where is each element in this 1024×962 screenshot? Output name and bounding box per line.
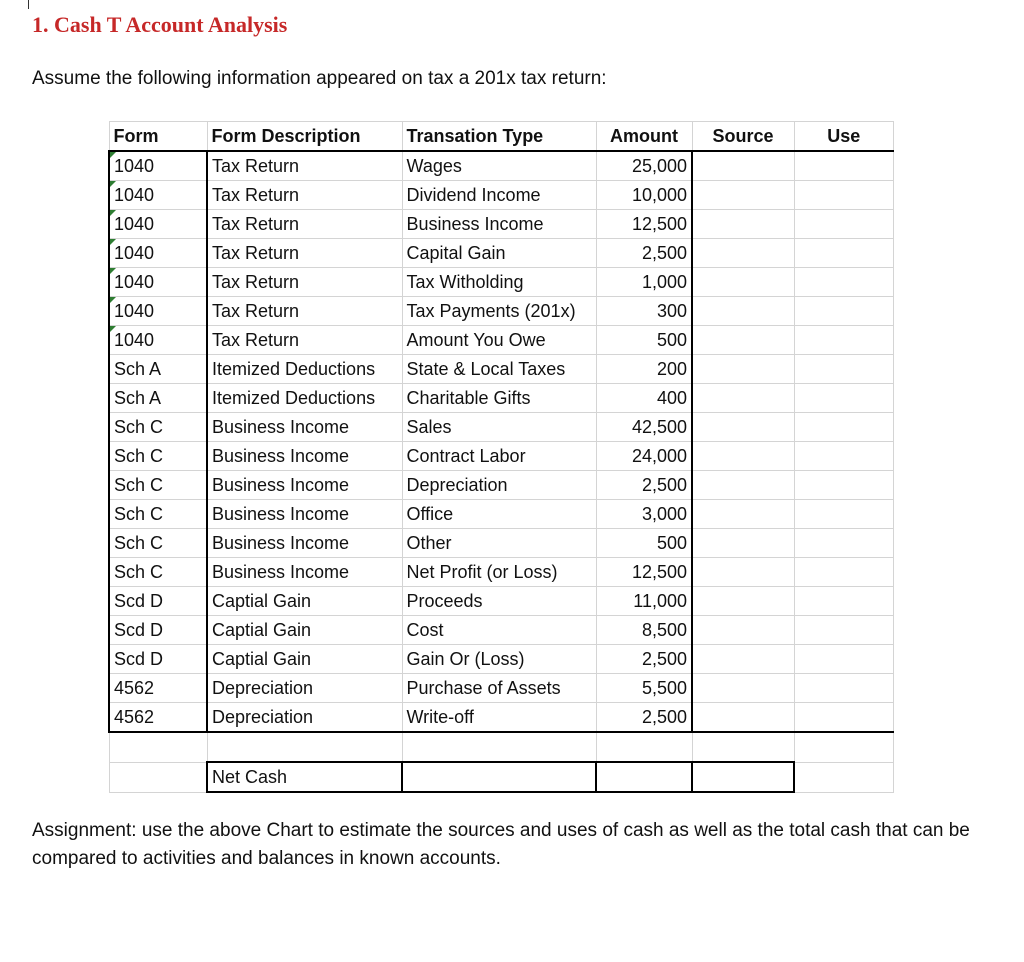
- use-cell[interactable]: [794, 268, 894, 297]
- table-row: [109, 558, 894, 587]
- form-cell: 4562: [109, 703, 207, 733]
- amount-cell: 10,000: [596, 181, 692, 210]
- table-row: [109, 500, 894, 529]
- use-cell[interactable]: [794, 413, 894, 442]
- description-cell: Business Income: [207, 413, 402, 442]
- amount-cell: 2,500: [596, 645, 692, 674]
- blank-cell: [109, 732, 207, 762]
- form-cell: 1040: [109, 239, 207, 268]
- form-cell: Sch A: [109, 355, 207, 384]
- tax-return-table: [108, 121, 894, 793]
- table-row: [109, 442, 894, 471]
- amount-cell: 300: [596, 297, 692, 326]
- type-cell: Tax Witholding: [402, 268, 596, 297]
- net-cash-row: [109, 762, 894, 792]
- source-cell[interactable]: [692, 645, 794, 674]
- use-cell[interactable]: [794, 384, 894, 413]
- amount-cell: 24,000: [596, 442, 692, 471]
- form-cell: Sch C: [109, 442, 207, 471]
- amount-cell: 25,000: [596, 151, 692, 181]
- form-cell: Scd D: [109, 616, 207, 645]
- type-cell: Charitable Gifts: [402, 384, 596, 413]
- header-form: Form: [109, 122, 207, 152]
- description-cell: Tax Return: [207, 268, 402, 297]
- description-cell: Business Income: [207, 442, 402, 471]
- amount-cell: 200: [596, 355, 692, 384]
- description-cell: Business Income: [207, 529, 402, 558]
- assignment-text: Assignment: use the above Chart to estimate the sources and uses of cash as well as the total cash that can be compared to activities and balances in known accounts.: [32, 820, 970, 869]
- table-row: [109, 384, 894, 413]
- use-cell[interactable]: [794, 529, 894, 558]
- description-cell: Tax Return: [207, 239, 402, 268]
- type-cell: Proceeds: [402, 587, 596, 616]
- description-cell: Business Income: [207, 471, 402, 500]
- table-row: [109, 703, 894, 733]
- source-cell[interactable]: [692, 558, 794, 587]
- type-cell: Other: [402, 529, 596, 558]
- type-cell: State & Local Taxes: [402, 355, 596, 384]
- use-cell[interactable]: [794, 355, 894, 384]
- amount-cell: 2,500: [596, 471, 692, 500]
- form-cell: 1040: [109, 210, 207, 239]
- table-row: [109, 413, 894, 442]
- source-cell[interactable]: [692, 210, 794, 239]
- use-cell[interactable]: [794, 297, 894, 326]
- description-cell: Tax Return: [207, 326, 402, 355]
- table-row: [109, 355, 894, 384]
- use-cell[interactable]: [794, 587, 894, 616]
- form-cell: Sch A: [109, 384, 207, 413]
- use-cell[interactable]: [794, 703, 894, 733]
- amount-cell: 11,000: [596, 587, 692, 616]
- use-cell[interactable]: [794, 616, 894, 645]
- description-cell: Depreciation: [207, 703, 402, 733]
- amount-cell: 42,500: [596, 413, 692, 442]
- blank-cell: [596, 732, 692, 762]
- header-description: Form Description: [207, 122, 402, 152]
- source-cell[interactable]: [692, 529, 794, 558]
- source-cell[interactable]: [692, 442, 794, 471]
- use-cell[interactable]: [794, 500, 894, 529]
- type-cell: Sales: [402, 413, 596, 442]
- source-cell[interactable]: [692, 297, 794, 326]
- description-cell: Itemized Deductions: [207, 384, 402, 413]
- source-cell[interactable]: [692, 500, 794, 529]
- source-cell[interactable]: [692, 413, 794, 442]
- net-cash-amount-cell[interactable]: [596, 762, 692, 792]
- form-cell: Scd D: [109, 645, 207, 674]
- type-cell: Cost: [402, 616, 596, 645]
- form-cell: 1040: [109, 297, 207, 326]
- form-cell: 1040: [109, 181, 207, 210]
- table-row: [109, 210, 894, 239]
- description-cell: Itemized Deductions: [207, 355, 402, 384]
- table-header-row: [109, 122, 894, 152]
- use-cell[interactable]: [794, 181, 894, 210]
- table-row: [109, 268, 894, 297]
- net-cash-empty-cell: [402, 762, 596, 792]
- header-amount: Amount: [596, 122, 692, 152]
- table-row: [109, 471, 894, 500]
- description-cell: Tax Return: [207, 210, 402, 239]
- table-row: [109, 326, 894, 355]
- description-cell: Captial Gain: [207, 645, 402, 674]
- form-cell: Sch C: [109, 471, 207, 500]
- blank-row: [109, 732, 894, 762]
- type-cell: Tax Payments (201x): [402, 297, 596, 326]
- form-cell: Scd D: [109, 587, 207, 616]
- source-cell[interactable]: [692, 384, 794, 413]
- source-cell[interactable]: [692, 326, 794, 355]
- table-row: [109, 674, 894, 703]
- table-row: [109, 151, 894, 181]
- table-row: [109, 616, 894, 645]
- form-cell: Sch C: [109, 529, 207, 558]
- source-cell[interactable]: [692, 181, 794, 210]
- description-cell: Captial Gain: [207, 616, 402, 645]
- type-cell: Wages: [402, 151, 596, 181]
- source-cell[interactable]: [692, 355, 794, 384]
- description-cell: Tax Return: [207, 181, 402, 210]
- source-cell[interactable]: [692, 239, 794, 268]
- source-cell[interactable]: [692, 151, 794, 181]
- description-cell: Tax Return: [207, 297, 402, 326]
- page-title: 1. Cash T Account Analysis: [32, 12, 288, 37]
- net-cash-label: Net Cash: [207, 762, 402, 792]
- header-use: Use: [794, 122, 894, 152]
- table-row: [109, 645, 894, 674]
- form-cell: 1040: [109, 151, 207, 181]
- type-cell: Office: [402, 500, 596, 529]
- description-cell: Tax Return: [207, 151, 402, 181]
- blank-cell: [692, 732, 794, 762]
- use-cell[interactable]: [794, 210, 894, 239]
- amount-cell: 1,000: [596, 268, 692, 297]
- header-type: Transation Type: [402, 122, 596, 152]
- use-cell[interactable]: [794, 442, 894, 471]
- source-cell[interactable]: [692, 587, 794, 616]
- table-row: [109, 239, 894, 268]
- type-cell: Write-off: [402, 703, 596, 733]
- description-cell: Depreciation: [207, 674, 402, 703]
- amount-cell: 8,500: [596, 616, 692, 645]
- type-cell: Contract Labor: [402, 442, 596, 471]
- amount-cell: 2,500: [596, 703, 692, 733]
- description-cell: Business Income: [207, 500, 402, 529]
- form-cell: Sch C: [109, 500, 207, 529]
- blank-cell: [207, 732, 402, 762]
- amount-cell: 5,500: [596, 674, 692, 703]
- form-cell: 4562: [109, 674, 207, 703]
- amount-cell: 12,500: [596, 558, 692, 587]
- amount-cell: 400: [596, 384, 692, 413]
- text-cursor: [28, 0, 29, 9]
- intro-text: Assume the following information appeared on tax a 201x tax return:: [32, 68, 607, 89]
- table-row: [109, 181, 894, 210]
- use-cell[interactable]: [794, 239, 894, 268]
- description-cell: Captial Gain: [207, 587, 402, 616]
- type-cell: Dividend Income: [402, 181, 596, 210]
- amount-cell: 12,500: [596, 210, 692, 239]
- net-cash-use-cell[interactable]: [794, 762, 894, 792]
- amount-cell: 500: [596, 529, 692, 558]
- blank-cell: [402, 732, 596, 762]
- form-cell: 1040: [109, 268, 207, 297]
- type-cell: Net Profit (or Loss): [402, 558, 596, 587]
- amount-cell: 3,000: [596, 500, 692, 529]
- source-cell[interactable]: [692, 616, 794, 645]
- type-cell: Purchase of Assets: [402, 674, 596, 703]
- table-row: [109, 297, 894, 326]
- source-cell[interactable]: [692, 674, 794, 703]
- table-row: [109, 587, 894, 616]
- amount-cell: 2,500: [596, 239, 692, 268]
- use-cell[interactable]: [794, 558, 894, 587]
- amount-cell: 500: [596, 326, 692, 355]
- source-cell[interactable]: [692, 703, 794, 733]
- form-cell: 1040: [109, 326, 207, 355]
- source-cell[interactable]: [692, 471, 794, 500]
- source-cell[interactable]: [692, 268, 794, 297]
- type-cell: Gain Or (Loss): [402, 645, 596, 674]
- net-cash-source-cell[interactable]: [692, 762, 794, 792]
- blank-cell: [794, 732, 894, 762]
- description-cell: Business Income: [207, 558, 402, 587]
- use-cell[interactable]: [794, 471, 894, 500]
- header-source: Source: [692, 122, 794, 152]
- use-cell[interactable]: [794, 645, 894, 674]
- type-cell: Capital Gain: [402, 239, 596, 268]
- use-cell[interactable]: [794, 674, 894, 703]
- use-cell[interactable]: [794, 151, 894, 181]
- use-cell[interactable]: [794, 326, 894, 355]
- table-row: [109, 529, 894, 558]
- net-cash-empty-cell: [109, 762, 207, 792]
- type-cell: Depreciation: [402, 471, 596, 500]
- form-cell: Sch C: [109, 413, 207, 442]
- type-cell: Business Income: [402, 210, 596, 239]
- form-cell: Sch C: [109, 558, 207, 587]
- type-cell: Amount You Owe: [402, 326, 596, 355]
